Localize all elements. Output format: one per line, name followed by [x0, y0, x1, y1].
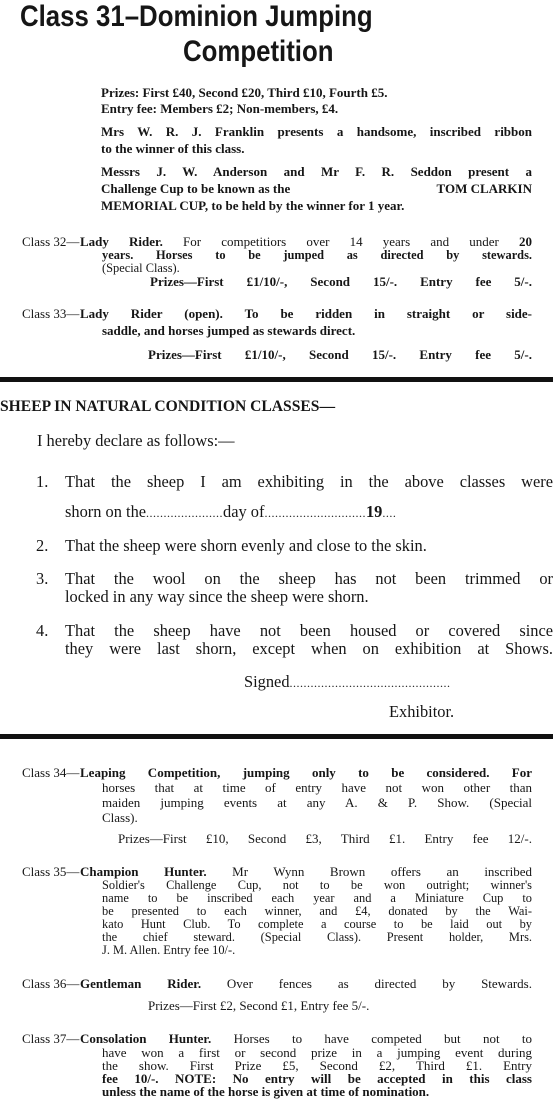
class-34-name: Leaping Competition,: [80, 765, 243, 780]
class-34-entry: [22, 765, 532, 845]
day-of-blank: .............................: [264, 506, 366, 520]
class-31-entry-fee: Entry fee: Members £2; Non-members, £4.: [101, 101, 339, 116]
sheep-item-4-line-2: they were last shorn, except when on exhibition at Shows.: [65, 639, 553, 658]
class-35-line-2: Soldier's Challenge Cup, not to be won outright; winner's: [102, 878, 532, 892]
class-35-line-4: be presented to each winner, and £4, donated by the Wai-: [102, 904, 532, 918]
class-31-title-line-2: Competition: [183, 35, 334, 68]
class-32-line-3: (Special Class).: [102, 261, 180, 275]
class-31-franklin-line-1: Mrs W. R. J. Franklin presents a handsome, inscribed ribbon: [101, 124, 532, 139]
sheep-item-3-number: 3.: [36, 569, 49, 588]
year-blank: ....: [382, 506, 397, 520]
cup-name-memorial-cup: MEMORIAL CUP: [101, 198, 205, 213]
class-37-entry: [22, 1031, 532, 1099]
sheep-item-1-number: 1.: [36, 472, 49, 491]
class-31-franklin-line-2: to the winner of this class.: [101, 141, 245, 156]
class-37-line-5: unless the name of the horse is given at time of nomination.: [102, 1084, 430, 1099]
class-32-line-1-text: For competitiors over 14 years and under: [183, 234, 519, 249]
section-divider-top: [0, 377, 553, 382]
class-33-entry: [22, 306, 532, 360]
signed-label: Signed: [244, 672, 290, 691]
class-33-prizes: Prizes—First £1/10/-, Second 15/-. Entry fee 5/-.: [148, 347, 532, 362]
class-37-line-3: the show. First Prize £5, Second £2, Third £1. Entry: [102, 1058, 532, 1073]
class-33-line-1: [80, 306, 532, 321]
class-32-age-limit: 20: [519, 234, 532, 249]
year-prefix: 19: [365, 502, 383, 521]
class-31-messrs-line-3-text: , to be held by the winner for 1 year.: [204, 198, 405, 213]
class-37-line-4: fee 10/-. NOTE: No entry will be accepted in this class: [102, 1071, 532, 1086]
class-35-line-3: name to be inscribed each year and a Miniature Cup to: [102, 891, 532, 905]
class-36-entry: [22, 976, 532, 1016]
class-34-line-4: Class).: [102, 810, 138, 825]
class-34-line-1: [80, 765, 532, 780]
class-37-line-2: have won a first or second prize in a jumping event during: [102, 1045, 532, 1060]
class-31-messrs-line-2-text: Challenge Cup to be known as the: [101, 181, 291, 196]
class-34-line-3: maiden jumping events at any A. & P. Show. (Special: [102, 795, 532, 810]
class-36-label: Class 36—: [22, 976, 80, 991]
class-34-line-1-text: jumping only to be considered. For: [242, 765, 532, 780]
class-32-label: Class 32—: [22, 234, 80, 249]
class-31-messrs-line-1: Messrs J. W. Anderson and Mr F. R. Seddon present a: [101, 164, 532, 179]
class-31-messrs-line-3: [101, 198, 404, 213]
exhibitor-label: Exhibitor.: [389, 702, 455, 721]
class-31-prizes: Prizes: First £40, Second £20, Third £10, Fourth £5.: [101, 85, 388, 100]
class-35-line-6: the chief steward. (Special Class). Present holder, Mrs.: [102, 930, 532, 944]
class-34-line-2: horses that at time of entry have not won other than: [102, 780, 532, 795]
class-32-name: Lady Rider.: [80, 234, 184, 249]
sheep-item-3-line-1: That the wool on the sheep has not been trimmed or: [65, 569, 553, 588]
class-32-line-1: [80, 234, 532, 249]
class-32-line-2: years. Horses to be jumped as directed by stewards.: [102, 248, 532, 262]
sheep-item-1-line-2: [65, 502, 553, 523]
signature-line: [244, 672, 451, 693]
class-33-line-1-text: To be ridden in straight or side-: [244, 306, 533, 321]
sheep-item-4-line-1: That the sheep have not been housed or covered since: [65, 621, 553, 640]
class-36-line-1-text: Over fences as directed by Stewards.: [226, 976, 532, 991]
class-36-prizes: Prizes—First £2, Second £1, Entry fee 5/-.: [148, 998, 370, 1013]
class-35-name: Champion Hunter.: [80, 864, 233, 879]
sheep-item-2-number: 2.: [36, 536, 49, 555]
class-35-entry: [22, 864, 532, 968]
class-34-prizes: Prizes—First £10, Second £3, Third £1. Entry fee 12/-.: [118, 831, 532, 846]
class-37-label: Class 37—: [22, 1031, 80, 1046]
class-35-label: Class 35—: [22, 864, 80, 879]
section-divider-bottom: [0, 734, 553, 739]
sheep-item-2: That the sheep were shorn evenly and close to the skin.: [65, 536, 427, 555]
shorn-on-blank: ......................: [146, 506, 224, 520]
class-32-prizes: Prizes—First £1/10/-, Second 15/-. Entry fee 5/-.: [150, 274, 532, 289]
sheep-item-1-line-1: That the sheep I am exhibiting in the above classes were: [65, 472, 553, 491]
class-37-line-1-text: Horses to have competed but not to: [233, 1031, 532, 1046]
sheep-item-4-number: 4.: [36, 621, 49, 640]
class-31-messrs-line-2: [101, 181, 532, 196]
class-35-line-1-text: Mr Wynn Brown offers an inscribed: [232, 864, 532, 879]
class-34-label: Class 34—: [22, 765, 80, 780]
class-33-line-2: saddle, and horses jumped as stewards direct.: [102, 323, 356, 338]
class-37-line-1: [80, 1031, 532, 1046]
class-35-line-7: J. M. Allen. Entry fee 10/-.: [102, 943, 236, 957]
day-of-label: day of: [223, 502, 265, 521]
signature-blank: ..............................................: [289, 676, 451, 690]
class-35-line-1: [80, 864, 532, 879]
class-31-title-line-1: Class 31–Dominion Jumping: [20, 0, 373, 33]
sheep-declaration-intro: I hereby declare as follows:—: [37, 431, 235, 450]
sheep-section-heading: SHEEP IN NATURAL CONDITION CLASSES—: [0, 398, 336, 415]
class-33-name: Lady Rider (open).: [80, 306, 245, 321]
class-32-entry: [22, 234, 532, 294]
shorn-on-label: shorn on the: [65, 502, 147, 521]
class-36-line-1: [80, 976, 532, 991]
class-33-label: Class 33—: [22, 306, 80, 321]
class-36-name: Gentleman Rider.: [80, 976, 227, 991]
class-37-name: Consolation Hunter.: [80, 1031, 234, 1046]
cup-name-tom-clarkin: TOM CLARKIN: [436, 181, 532, 196]
class-35-line-5: kato Hunt Club. To complete a course to be laid out by: [102, 917, 532, 931]
sheep-item-3-line-2: locked in any way since the sheep were shorn.: [65, 587, 369, 606]
